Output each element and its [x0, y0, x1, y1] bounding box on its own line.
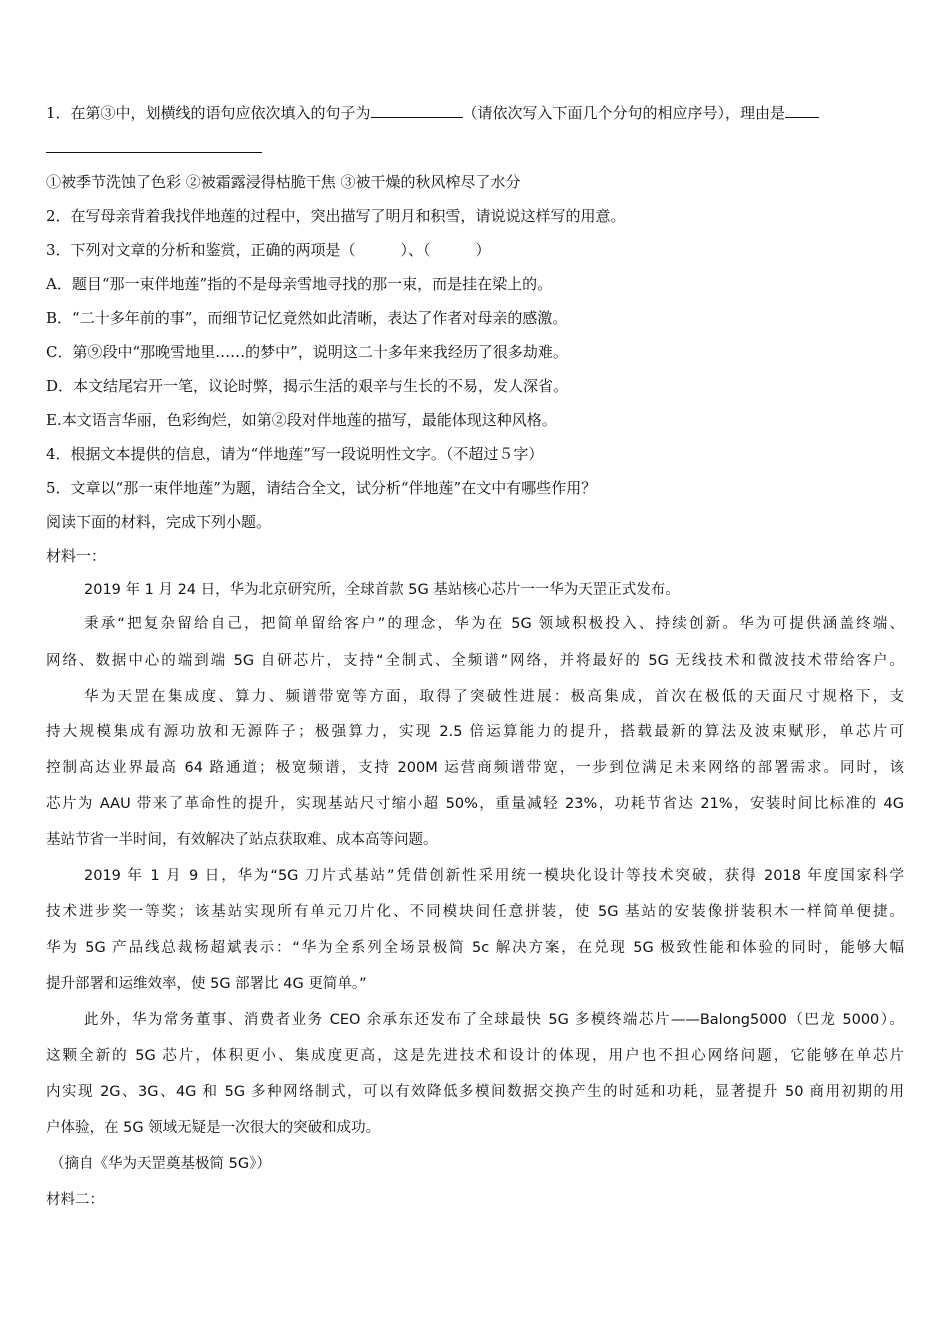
material-1-line: 持大规模集成有源功放和无源阵子；极强算力，实现 2.5 倍运算能力的提升，搭载最新的算法及波束赋形，单芯片可: [46, 724, 904, 740]
material-1-line: 这颗全新的 5G 芯片，体积更小、集成度更高，这是先进技术和设计的体现，用户也不担心网络问题，它能够在单芯片: [46, 1048, 904, 1064]
question-3-option-a: A．题目“那一束伴地莲”指的不是母亲雪地寻找的那一束，而是挂在梁上的。: [46, 275, 553, 293]
answer-blank-2[interactable]: [785, 102, 819, 118]
material-1-line: 控制高达业界最高 64 路通道；极宽频谱，支持 200M 运营商频谱带宽，一步到位满足未来网络的部署需求。同时，该: [46, 760, 904, 776]
question-1-middle: （请依次写入下面几个分句的相应序号），理由是: [462, 104, 786, 122]
question-3-option-b: B．“二十多年前的事”，而细节记忆竟然如此清晰，表达了作者对母亲的感激。: [46, 309, 568, 327]
material-1-line: 秉承“把复杂留给自己，把简单留给客户”的理念，华为在 5G 领域积极投入、持续创新。华为可提供涵盖终端、: [84, 616, 904, 632]
question-3-stem: 3．下列对文章的分析和鉴赏，正确的两项是（ ）、（ ）: [46, 241, 491, 259]
material-1-line: 此外，华为常务董事、消费者业务 CEO 余承东还发布了全球最快 5G 多模终端芯片——Balong5000（巴龙 5000）。: [84, 1012, 904, 1028]
material-1-line: 内实现 2G、3G、4G 和 5G 多种网络制式，可以有效降低多模间数据交换产生的时延和功耗，显著提升 50 商用初期的用: [46, 1084, 904, 1100]
material-1-line: 基站节省一半时间，有效解决了站点获取难、成本高等问题。: [46, 832, 438, 848]
material-1-line: 2019 年 1 月 24 日，华为北京研究所，全球首款 5G 基站核心芯片一一华为天罡正式发布。: [84, 582, 680, 598]
question-1: [46, 102, 904, 124]
material-1-source: （摘自《华为天罡奠基极简 5G》）: [50, 1156, 271, 1172]
question-1-options: ①被季节洗蚀了色彩 ②被霜露浸得枯脆干焦 ③被干燥的秋风榨尽了水分: [46, 173, 521, 191]
material-1-line: 芯片为 AAU 带来了革命性的提升，实现基站尺寸缩小超 50%，重量减轻 23%，功耗节省达 21%，安装时间比标准的 4G: [46, 796, 904, 812]
question-2: 2．在写母亲背着我找伴地莲的过程中，突出描写了明月和积雪，请说说这样写的用意。: [46, 207, 626, 225]
answer-blank-1[interactable]: [371, 102, 463, 118]
material-1-line: 户体验，在 5G 领域无疑是一次很大的突破和成功。: [46, 1120, 381, 1136]
question-1-prefix: 1．在第③中，划横线的语句应依次填入的句子为: [46, 104, 371, 122]
question-3-option-e: E.本文语言华丽，色彩绚烂，如第②段对伴地莲的描写，最能体现这种风格。: [46, 411, 557, 429]
material-1-line: 技术进步奖一等奖；该基站实现所有单元刀片化、不同模块间任意拼装，使 5G 基站的安装像拼装积木一样简单便捷。: [46, 904, 904, 920]
material-2-heading: 材料二：: [46, 1192, 104, 1208]
material-1-line: 提升部署和运维效率，使 5G 部署比 4G 更简单。”: [46, 976, 367, 992]
material-1-line: 华为 5G 产品线总裁杨超斌表示：“华为全系列全场景极简 5c 解决方案，在兑现 5G 极致性能和体验的同时，能够大幅: [46, 940, 904, 956]
material-1-heading: 材料一：: [46, 547, 107, 565]
material-1-line: 华为天罡在集成度、算力、频谱带宽等方面，取得了突破性进展：极高集成，首次在极低的天面尺寸规格下，支: [84, 689, 904, 705]
question-5: 5．文章以“那一束伴地莲”为题，请结合全文，试分析“伴地莲”在文中有哪些作用？: [46, 479, 597, 497]
question-4: 4．根据文本提供的信息，请为“伴地莲”写一段说明性文字。（不超过５字）: [46, 445, 544, 463]
material-1-line: 2019 年 1 月 9 日，华为“5G 刀片式基站”凭借创新性采用统一模块化设计等技术突破，获得 2018 年度国家科学: [84, 868, 904, 884]
answer-blank-3[interactable]: [46, 152, 262, 153]
question-3-option-c: C．第⑨段中“那晚雪地里……的梦中”，说明这二十多年来我经历了很多劫难。: [46, 343, 568, 361]
question-3-option-d: D．本文结尾宕开一笔，议论时弊，揭示生活的艰辛与生长的不易，发人深省。: [46, 377, 569, 395]
material-1-line: 网络、数据中心的端到端 5G 自研芯片，支持“全制式、全频谱”网络，并将最好的 5G 无线技术和微波技术带给客户。: [46, 653, 904, 669]
reading-instruction: 阅读下面的材料，完成下列小题。: [46, 513, 272, 531]
